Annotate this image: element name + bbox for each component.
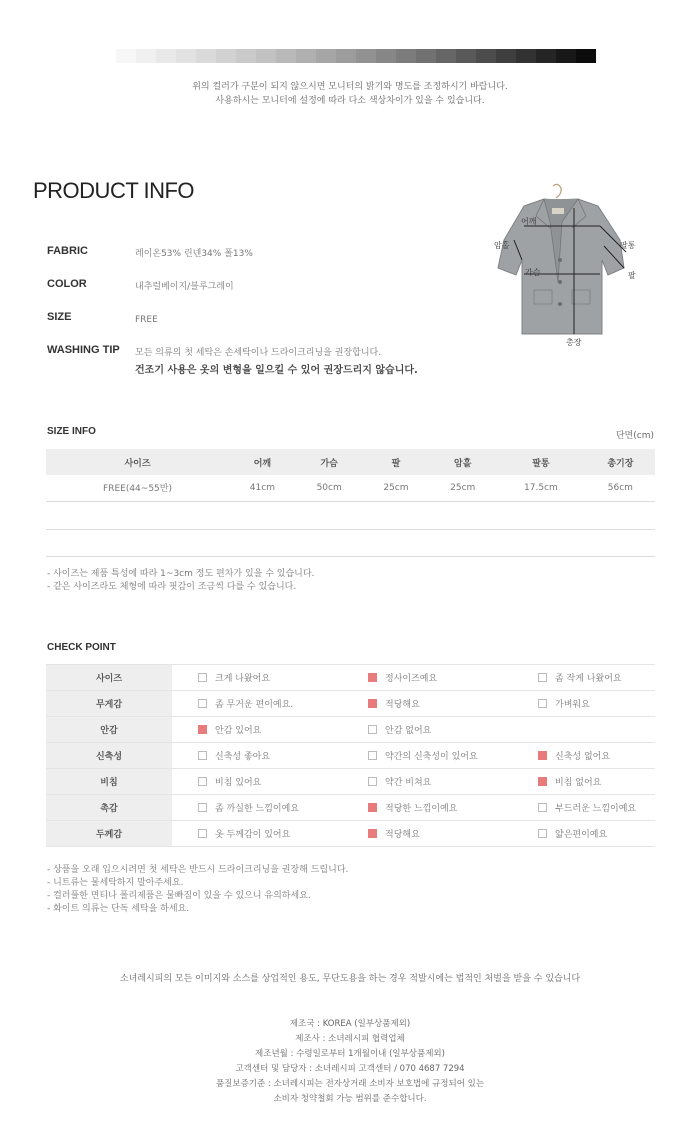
check-category: 안감 xyxy=(46,717,172,743)
check-option xyxy=(172,821,342,847)
footer-info xyxy=(0,1017,700,1107)
checkbox-icon xyxy=(198,699,207,708)
washing-row xyxy=(47,344,418,380)
checkbox-icon xyxy=(198,777,207,786)
scale-swatch xyxy=(356,49,376,63)
fabric-value: 레이온53% 린넨34% 폴13% xyxy=(135,249,253,259)
size-cell: 25cm xyxy=(429,475,496,501)
size-header-cell: 팔통 xyxy=(496,449,586,475)
size-cell: 56cm xyxy=(586,475,655,501)
check-option-label: 크게 나왔어요 xyxy=(215,674,271,684)
size-header-cell: 팔 xyxy=(363,449,430,475)
checkbox-icon xyxy=(538,803,547,812)
checked-box-icon xyxy=(368,829,377,838)
check-category: 비침 xyxy=(46,769,172,795)
check-category: 신축성 xyxy=(46,743,172,769)
scale-swatch xyxy=(256,49,276,63)
checkbox-icon xyxy=(538,673,547,682)
checked-box-icon xyxy=(198,725,207,734)
footer-line: 소비자 청약철회 가능 범위를 준수합니다. xyxy=(273,1094,427,1104)
check-option-label: 적당해요 xyxy=(385,830,420,840)
check-option-label: 옷 두께감이 있어요 xyxy=(215,830,291,840)
check-option xyxy=(512,717,655,743)
check-option-label: 약간의 신축성이 있어요 xyxy=(385,752,478,762)
scale-swatch xyxy=(276,49,296,63)
size-cell: 41cm xyxy=(229,475,296,501)
check-option-label: 안감 있어요 xyxy=(215,726,262,736)
size-unit-note: 단면(cm) xyxy=(615,431,654,441)
check-option xyxy=(342,691,512,717)
table-row xyxy=(46,691,655,717)
jacket-label-sleeve-width: 팔통 xyxy=(620,241,636,250)
scale-swatch xyxy=(156,49,176,63)
scale-swatch xyxy=(136,49,156,63)
check-option-label: 좀 까실한 느낌이예요 xyxy=(215,804,299,814)
footer-line: 제조년월 : 수령일로부터 1개월이내 (일부상품제외) xyxy=(255,1049,445,1059)
washing-warning: 건조기 사용은 옷의 변형을 일으킬 수 있어 권장드리지 않습니다. xyxy=(135,365,418,376)
washing-value xyxy=(135,344,418,380)
table-row xyxy=(46,717,655,743)
check-point-table xyxy=(46,664,655,847)
check-option xyxy=(172,691,342,717)
color-scale-bar xyxy=(116,49,596,63)
size-note-line: - 같은 사이즈라도 체형에 따라 핏감이 조금씩 다를 수 있습니다. xyxy=(47,582,297,592)
check-option-label: 안감 없어요 xyxy=(385,726,432,736)
check-option-label: 부드러운 느낌이예요 xyxy=(555,804,637,814)
check-option-label: 비침 없어요 xyxy=(555,778,602,788)
care-note-line: - 상품을 오래 입으시려면 첫 세탁은 반드시 드라이크리닝을 권장해 드립니다. xyxy=(47,865,349,875)
care-note-line: - 니트류는 물세탁하지 말아주세요. xyxy=(47,878,184,888)
scale-swatch xyxy=(516,49,536,63)
check-option xyxy=(512,743,655,769)
size-note-line: - 사이즈는 제품 특성에 따라 1~3cm 정도 편차가 있을 수 있습니다. xyxy=(47,569,315,579)
scale-swatch xyxy=(416,49,436,63)
jacket-label-chest: 가슴 xyxy=(525,268,541,277)
washing-label: WASHING TIP xyxy=(47,344,120,356)
check-option xyxy=(512,769,655,795)
care-notes xyxy=(47,864,348,916)
check-option-label: 정사이즈예요 xyxy=(385,674,438,684)
size-value: FREE xyxy=(135,315,158,325)
check-point-title: CHECK POINT xyxy=(47,642,116,653)
monitor-notice-line: 사용하시는 모니터에 설정에 따라 다소 색상차이가 있을 수 있습니다. xyxy=(215,96,485,106)
divider xyxy=(46,529,655,530)
check-option xyxy=(342,769,512,795)
jacket-label-armhole: 암홀 xyxy=(494,241,510,250)
check-option-label: 신축성 없어요 xyxy=(555,752,611,762)
size-header-cell: 사이즈 xyxy=(46,449,229,475)
checkbox-icon xyxy=(198,751,207,760)
check-category: 두께감 xyxy=(46,821,172,847)
color-label: COLOR xyxy=(47,278,87,290)
scale-swatch xyxy=(216,49,236,63)
check-option-label: 적당해요 xyxy=(385,700,420,710)
size-label: SIZE xyxy=(47,311,72,323)
care-note-line: - 화이트 의류는 단독 세탁을 하세요. xyxy=(47,904,190,914)
size-header-cell: 가슴 xyxy=(296,449,363,475)
fabric-row xyxy=(47,245,253,263)
check-option xyxy=(342,743,512,769)
scale-swatch xyxy=(296,49,316,63)
footer-line: 제조국 : KOREA (일부상품제외) xyxy=(289,1019,411,1029)
check-option xyxy=(342,795,512,821)
check-option-label: 적당한 느낌이예요 xyxy=(385,804,458,814)
monitor-notice-line: 위의 컬러가 구분이 되지 않으시면 모니터의 밝기와 명도를 조정하시기 바랍니다. xyxy=(192,82,508,92)
size-cell: 17.5cm xyxy=(496,475,586,501)
scale-swatch xyxy=(436,49,456,63)
check-option xyxy=(172,769,342,795)
size-table xyxy=(46,449,655,502)
table-row xyxy=(46,821,655,847)
checkbox-icon xyxy=(198,803,207,812)
scale-swatch xyxy=(176,49,196,63)
checkbox-icon xyxy=(368,725,377,734)
check-option-label: 좀 작게 나왔어요 xyxy=(555,674,622,684)
jacket-label-length: 총장 xyxy=(566,338,582,347)
scale-swatch xyxy=(336,49,356,63)
scale-swatch xyxy=(476,49,496,63)
check-option-label: 신축성 좋아요 xyxy=(215,752,271,762)
size-table-header xyxy=(46,449,655,475)
check-option xyxy=(342,717,512,743)
size-row xyxy=(47,311,158,329)
table-row xyxy=(46,743,655,769)
scale-swatch xyxy=(376,49,396,63)
check-option xyxy=(342,821,512,847)
checkbox-icon xyxy=(368,751,377,760)
size-cell: 25cm xyxy=(363,475,430,501)
footer-line: 제조사 : 소녀레시피 협력업체 xyxy=(295,1034,405,1044)
check-option xyxy=(512,691,655,717)
size-info-title: SIZE INFO xyxy=(47,426,96,437)
checkbox-icon xyxy=(538,699,547,708)
check-option xyxy=(172,665,342,691)
check-option-label: 약간 비쳐요 xyxy=(385,778,432,788)
table-row xyxy=(46,665,655,691)
scale-swatch xyxy=(496,49,516,63)
check-option xyxy=(342,665,512,691)
jacket-label-sleeve: 팔 xyxy=(628,271,636,280)
check-option xyxy=(512,795,655,821)
check-option-label: 비침 있어요 xyxy=(215,778,262,788)
scale-swatch xyxy=(236,49,256,63)
jacket-label-shoulder: 어깨 xyxy=(521,217,537,226)
checked-box-icon xyxy=(538,751,547,760)
scale-swatch xyxy=(556,49,576,63)
footer-line: 고객센터 및 담당자 : 소녀레시피 고객센터 / 070 4687 7294 xyxy=(235,1064,465,1074)
check-option xyxy=(172,795,342,821)
table-row xyxy=(46,475,655,501)
checked-box-icon xyxy=(368,803,377,812)
footer-line: 품질보증기준 : 소녀레시피는 전자상거래 소비자 보호법에 규정되어 있는 xyxy=(215,1079,485,1089)
size-cell: 50cm xyxy=(296,475,363,501)
check-option xyxy=(512,665,655,691)
checkbox-icon xyxy=(538,829,547,838)
scale-swatch xyxy=(116,49,136,63)
jacket-illustration xyxy=(478,182,650,352)
table-row xyxy=(46,769,655,795)
check-option-label: 가벼워요 xyxy=(555,700,590,710)
checked-box-icon xyxy=(368,699,377,708)
check-category: 촉감 xyxy=(46,795,172,821)
checkbox-icon xyxy=(198,673,207,682)
washing-value-line: 모든 의류의 첫 세탁은 손세탁이나 드라이크리닝을 권장합니다. xyxy=(135,348,382,358)
scale-swatch xyxy=(456,49,476,63)
check-option xyxy=(172,717,342,743)
copyright-notice: 소녀레시피의 모든 이미지와 소스를 상업적인 용도, 무단도용을 하는 경우 적발시에는 법적인 처벌을 받을 수 있습니다 xyxy=(119,974,581,984)
check-option-label: 좀 무거운 편이예요. xyxy=(215,700,294,710)
scale-swatch xyxy=(316,49,336,63)
product-info-title: PRODUCT INFO xyxy=(33,178,195,203)
scale-swatch xyxy=(576,49,596,63)
checked-box-icon xyxy=(538,777,547,786)
scale-swatch xyxy=(396,49,416,63)
table-row xyxy=(46,795,655,821)
size-header-cell: 총기장 xyxy=(586,449,655,475)
color-value: 내추럴베이지/블루그레이 xyxy=(135,282,234,292)
check-category: 사이즈 xyxy=(46,665,172,691)
care-note-line: - 컬러풀한 면티나 폴리제품은 물빠짐이 있을 수 있으니 유의하세요. xyxy=(47,891,311,901)
checkbox-icon xyxy=(368,777,377,786)
scale-swatch xyxy=(196,49,216,63)
size-header-cell: 어깨 xyxy=(229,449,296,475)
fabric-label: FABRIC xyxy=(47,245,88,257)
jacket-drawing xyxy=(478,182,650,352)
checkbox-icon xyxy=(198,829,207,838)
check-category: 무게감 xyxy=(46,691,172,717)
checked-box-icon xyxy=(368,673,377,682)
size-notes xyxy=(47,568,314,594)
scale-swatch xyxy=(536,49,556,63)
color-row xyxy=(47,278,234,296)
check-option xyxy=(512,821,655,847)
check-option-label: 얇은편이예요 xyxy=(555,830,608,840)
divider xyxy=(46,556,655,557)
size-header-cell: 암홀 xyxy=(429,449,496,475)
monitor-notice xyxy=(0,80,700,108)
check-option xyxy=(172,743,342,769)
size-cell: FREE(44~55반) xyxy=(46,475,229,501)
